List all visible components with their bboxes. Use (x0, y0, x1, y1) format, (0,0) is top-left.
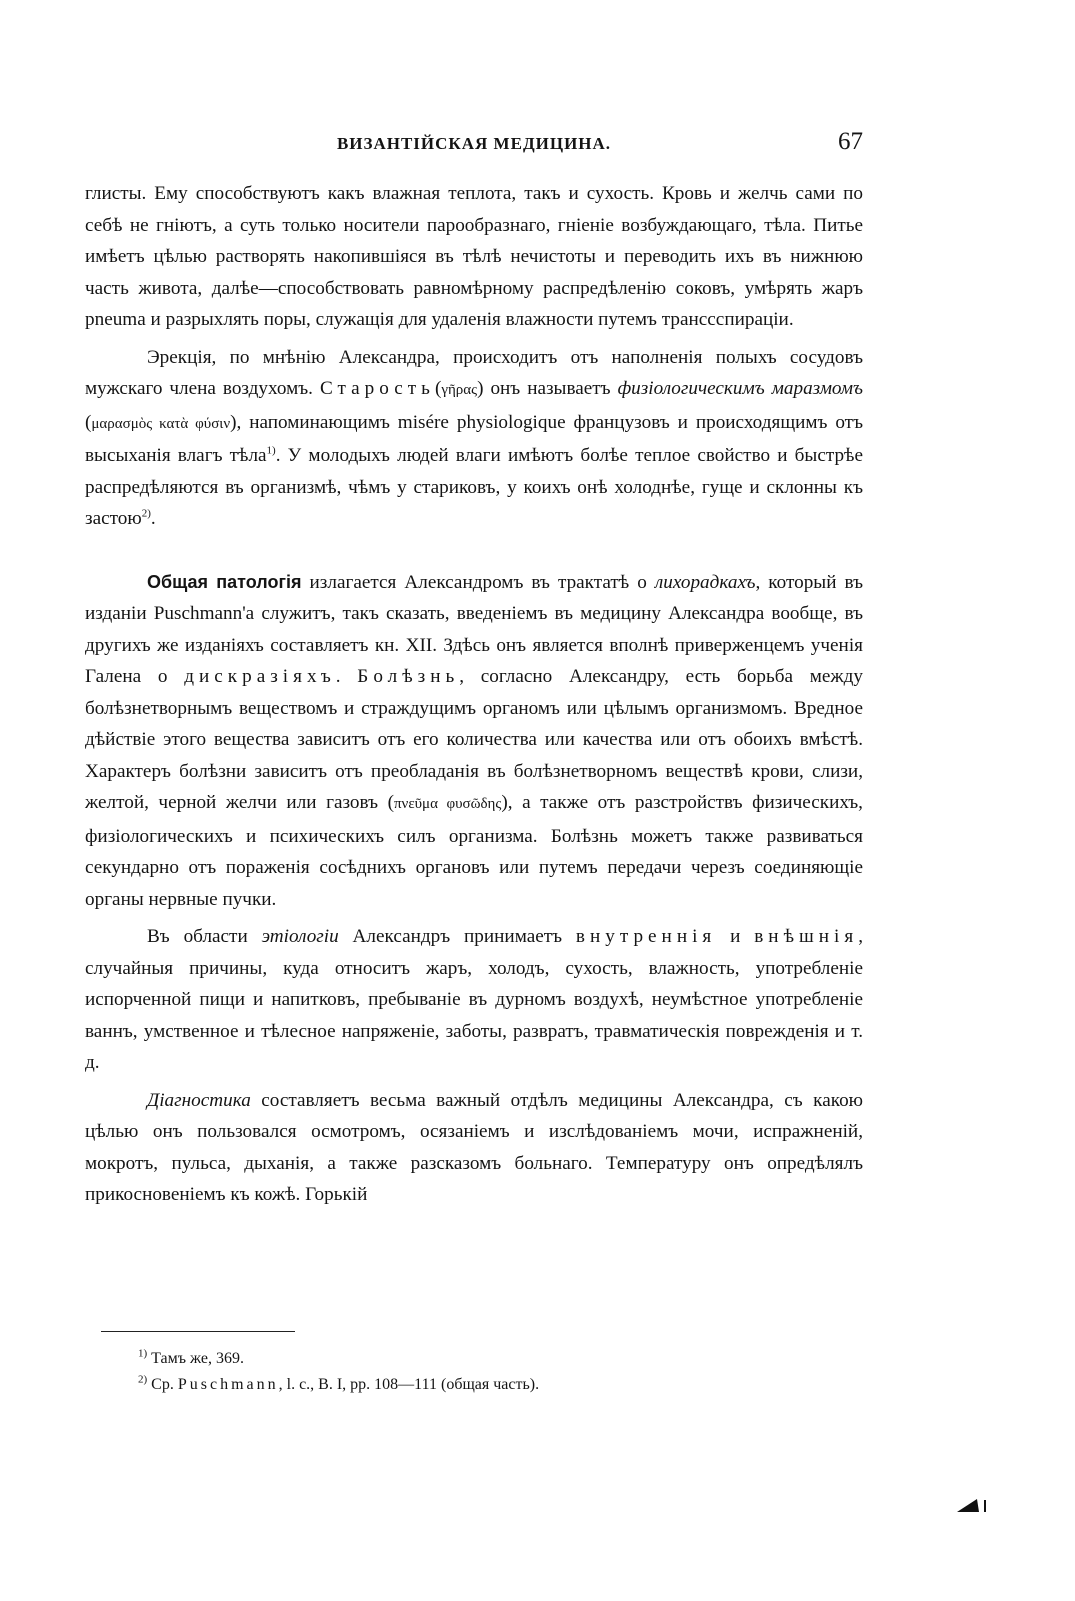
text-run: , который въ изданіи Puschmann'а служитъ, такъ сказать, введеніемъ въ медицину Александра вообще, въ другихъ же изданіяхъ составляетъ кн. XII. Здѣсь онъ является вполнѣ приверженцемъ ученія Галена о (85, 571, 864, 687)
spaced-term: Старость (319, 378, 435, 399)
text-run: составляетъ весьма важный отдѣлъ медицины Александра, съ какою цѣлью онъ пользовался осмотромъ, осязаніемъ и изслѣдованіемъ мочи, испражненій, мокротъ, пульса, дыханія, а также разсказомъ больнаго. Температуру онъ опредѣлялъ прикосновеніемъ къ кожѣ. Горькій (85, 1089, 863, 1205)
spaced-term: внѣшнія (754, 926, 859, 947)
footnote-2 (138, 1372, 863, 1398)
greek-term: πνεῦμα φυσῶδης (393, 796, 502, 812)
greek-term: μαρασμὸς κατὰ φύσιν (91, 415, 231, 432)
footnote-ref: 1) (266, 444, 276, 457)
text-run: Въ области (147, 926, 262, 947)
text-run: . (335, 666, 358, 687)
footnote-text: , l. c., B. I, pp. 108—111 (общая часть). (278, 1376, 540, 1393)
text-run: излагается Александромъ въ трактатѣ о (301, 571, 655, 593)
spaced-term: внутреннія (575, 926, 717, 947)
italic-term: лихорадкахъ (654, 571, 756, 593)
footnote-mark: 2) (138, 1373, 148, 1386)
text-run: . У молодыхъ людей влаги имѣютъ болѣе теплое свойство и быстрѣе распредѣляются въ организмѣ, чѣмъ у стариковъ, у коихъ онѣ холоднѣе, гуще и склонны къ застою (85, 445, 863, 529)
paragraph-3 (85, 567, 863, 916)
text-run: ( (434, 378, 442, 399)
text-run: ( (85, 411, 92, 433)
italic-term: этіологіи (261, 926, 339, 947)
text-run: , согласно Александру, есть борьба между болѣзнетворнымъ веществомъ и страждущимъ органомъ или цѣлымъ организмомъ. Вредное дѣйствіе этого вещества зависитъ отъ его количества или качества или отъ обоихъ вмѣстѣ. Характеръ болѣзни зависитъ отъ преобладанія въ болѣзнетворномъ веществѣ крови, слизи, желтой, черной желчи или газовъ ( (85, 666, 863, 813)
text-run: глисты. Ему способствуютъ какъ влажная теплота, такъ и сухость. Кровь и желчь сами по себѣ не гніютъ, а суть только носители парообразнаго, гніеніе возбуждающаго, тѣла. Питье имѣетъ цѣлью растворять накопившіяся въ тѣлѣ нечистоты и переводить ихъ въ нижнюю часть живота, далѣе—способствовать равномѣрному распредѣленію соковъ, умѣрять жаръ pneuma и разрыхлять поры, служащія для удаленія влажности путемъ транссспираціи. (85, 183, 863, 330)
footnote-mark: 1) (138, 1347, 148, 1360)
footnote-author: Puschmann (177, 1376, 279, 1393)
text-run: Александръ принимаетъ (338, 926, 576, 947)
footnote-text: Cp. (147, 1376, 178, 1393)
italic-term: физіологическимъ маразмомъ (617, 378, 864, 399)
footnote-1 (138, 1346, 863, 1372)
text-run: и (716, 926, 755, 947)
running-title: ВИЗАНТІЙСКАЯ МЕДИЦИНА. (336, 134, 612, 153)
paragraph-1 (85, 178, 863, 336)
text-run: ), напоминающимъ misére physiologique французовъ и происходящимъ отъ высыханія влагъ тѣла (85, 411, 863, 466)
spaced-term: дискразіяхъ (184, 666, 336, 687)
footnote-text: Тамъ же, 369. (147, 1350, 244, 1367)
page-number: 67 (838, 128, 863, 155)
text-run: Эрекція, по мнѣнію Александра, происходитъ отъ наполненія полыхъ сосудовъ мужскаго члена воздухомъ. (85, 346, 863, 399)
spaced-term: Болѣзнь (357, 666, 460, 687)
paragraph-2 (85, 342, 863, 535)
page-header (85, 128, 863, 158)
text-run: . (150, 508, 156, 529)
footnotes (138, 1346, 863, 1398)
italic-term: Діагностика (147, 1089, 251, 1111)
text-run: ), а также отъ разстройствъ физическихъ, физіологическихъ и психическихъ силъ организма. Болѣзнь можетъ также развиваться секундарно отъ пораженія сосѣднихъ органовъ или путемъ передачи черезъ соединяющіе органы нервные пучки. (85, 792, 863, 910)
body-text (85, 178, 863, 1211)
paragraph-5 (85, 1085, 863, 1211)
footnote-ref: 2) (141, 507, 151, 520)
text-run: ) онъ называетъ (477, 378, 618, 399)
text-run: , случайныя причины, куда относитъ жаръ, холодъ, сухость, влажность, употребленіе испорченной пищи и напитковъ, пребываніе въ дурномъ воздухѣ, неумѣстное употребленіе ваннъ, умственное и тѣлесное напряженіе, заботы, развратъ, травматическія поврежденія и т. д. (85, 926, 863, 1073)
paragraph-4 (85, 921, 863, 1079)
section-heading: Общая патологія (147, 571, 302, 592)
printer-mark-icon (957, 1497, 987, 1513)
greek-term: γῆρας (441, 382, 478, 398)
footnote-divider (101, 1331, 295, 1332)
